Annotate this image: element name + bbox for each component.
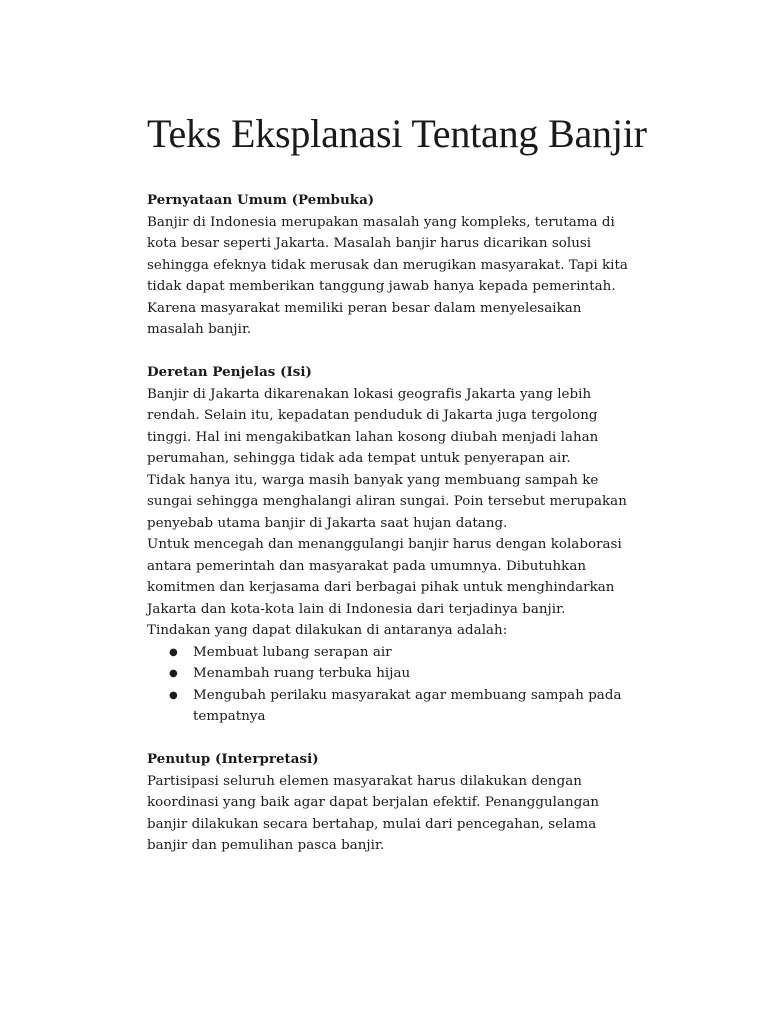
text-line: tidak dapat memberikan tanggung jawab hanya kepada pemerintah. <box>147 279 616 294</box>
paragraph-intro <box>147 212 657 341</box>
bullet-icon: ● <box>169 668 178 679</box>
text-line: penyebab utama banjir di Jakarta saat hujan datang. <box>147 515 508 531</box>
bullet-icon: ● <box>169 646 178 658</box>
document-content <box>147 190 657 857</box>
text-line: banjir dilakukan secara bertahap, mulai dari pencegahan, selama <box>147 816 597 832</box>
list-item-text: tempatnya <box>193 709 266 724</box>
text-line: Untuk mencegah dan menanggulangi banjir harus dengan kolaborasi <box>147 537 622 552</box>
text-line: rendah. Selain itu, kepadatan penduduk di Jakarta juga tergolong <box>147 408 598 423</box>
text-line: sehingga efeknya tidak merusak dan merugikan masyarakat. Tapi kita <box>147 257 628 273</box>
list-item-text: Menambah ruang terbuka hijau <box>193 666 411 681</box>
list-item <box>147 642 657 664</box>
text-line: banjir dan pemulihan pasca banjir. <box>147 838 385 853</box>
list-item <box>147 663 657 685</box>
text-line: sungai sehingga menghalangi aliran sungai. Poin tersebut merupakan <box>147 494 627 509</box>
action-list <box>147 642 657 728</box>
text-line: Tidak hanya itu, warga masih banyak yang membuang sampah ke <box>147 472 599 488</box>
list-item <box>147 685 657 728</box>
text-line: antara pemerintah dan masyarakat pada umumnya. Dibutuhkan <box>147 558 587 574</box>
text-line: koordinasi yang baik agar dapat berjalan efektif. Penanggulangan <box>147 795 600 810</box>
section-intro <box>147 190 657 341</box>
paragraph-closing <box>147 771 657 857</box>
text-line: masalah banjir. <box>147 322 252 337</box>
section-heading-intro: Pernyataan Umum (Pembuka) <box>147 192 375 208</box>
paragraph-body <box>147 384 657 642</box>
text-line: kota besar seperti Jakarta. Masalah banjir harus dicarikan solusi <box>147 236 592 251</box>
text-line: Partisipasi seluruh elemen masyarakat harus dilakukan dengan <box>147 773 582 789</box>
text-line: Jakarta dan kota-kota lain di Indonesia dari terjadinya banjir. <box>147 601 566 617</box>
text-line: Banjir di Jakarta dikarenakan lokasi geografis Jakarta yang lebih <box>147 386 592 402</box>
list-item-text: Membuat lubang serapan air <box>193 644 392 660</box>
text-line: tinggi. Hal ini mengakibatkan lahan kosong diubah menjadi lahan <box>147 429 599 445</box>
section-spacer <box>147 341 657 363</box>
section-spacer <box>147 728 657 750</box>
text-line: perumahan, sehingga tidak ada tempat untuk penyerapan air. <box>147 451 571 466</box>
text-line: Karena masyarakat memiliki peran besar dalam menyelesaikan <box>147 300 582 316</box>
section-closing <box>147 749 657 857</box>
section-heading-body: Deretan Penjelas (Isi) <box>147 364 312 380</box>
section-heading-closing: Penutup (Interpretasi) <box>147 751 319 767</box>
text-line: Banjir di Indonesia merupakan masalah yang kompleks, terutama di <box>147 214 615 230</box>
section-body <box>147 362 657 728</box>
text-line: komitmen dan kerjasama dari berbagai pihak untuk menghindarkan <box>147 580 615 595</box>
text-line: Tindakan yang dapat dilakukan di antaranya adalah: <box>147 623 508 638</box>
list-item-text: Mengubah perilaku masyarakat agar membuang sampah pada <box>193 687 622 703</box>
bullet-icon: ● <box>169 689 178 701</box>
document-title: Teks Eksplanasi Tentang Banjir <box>147 111 647 156</box>
